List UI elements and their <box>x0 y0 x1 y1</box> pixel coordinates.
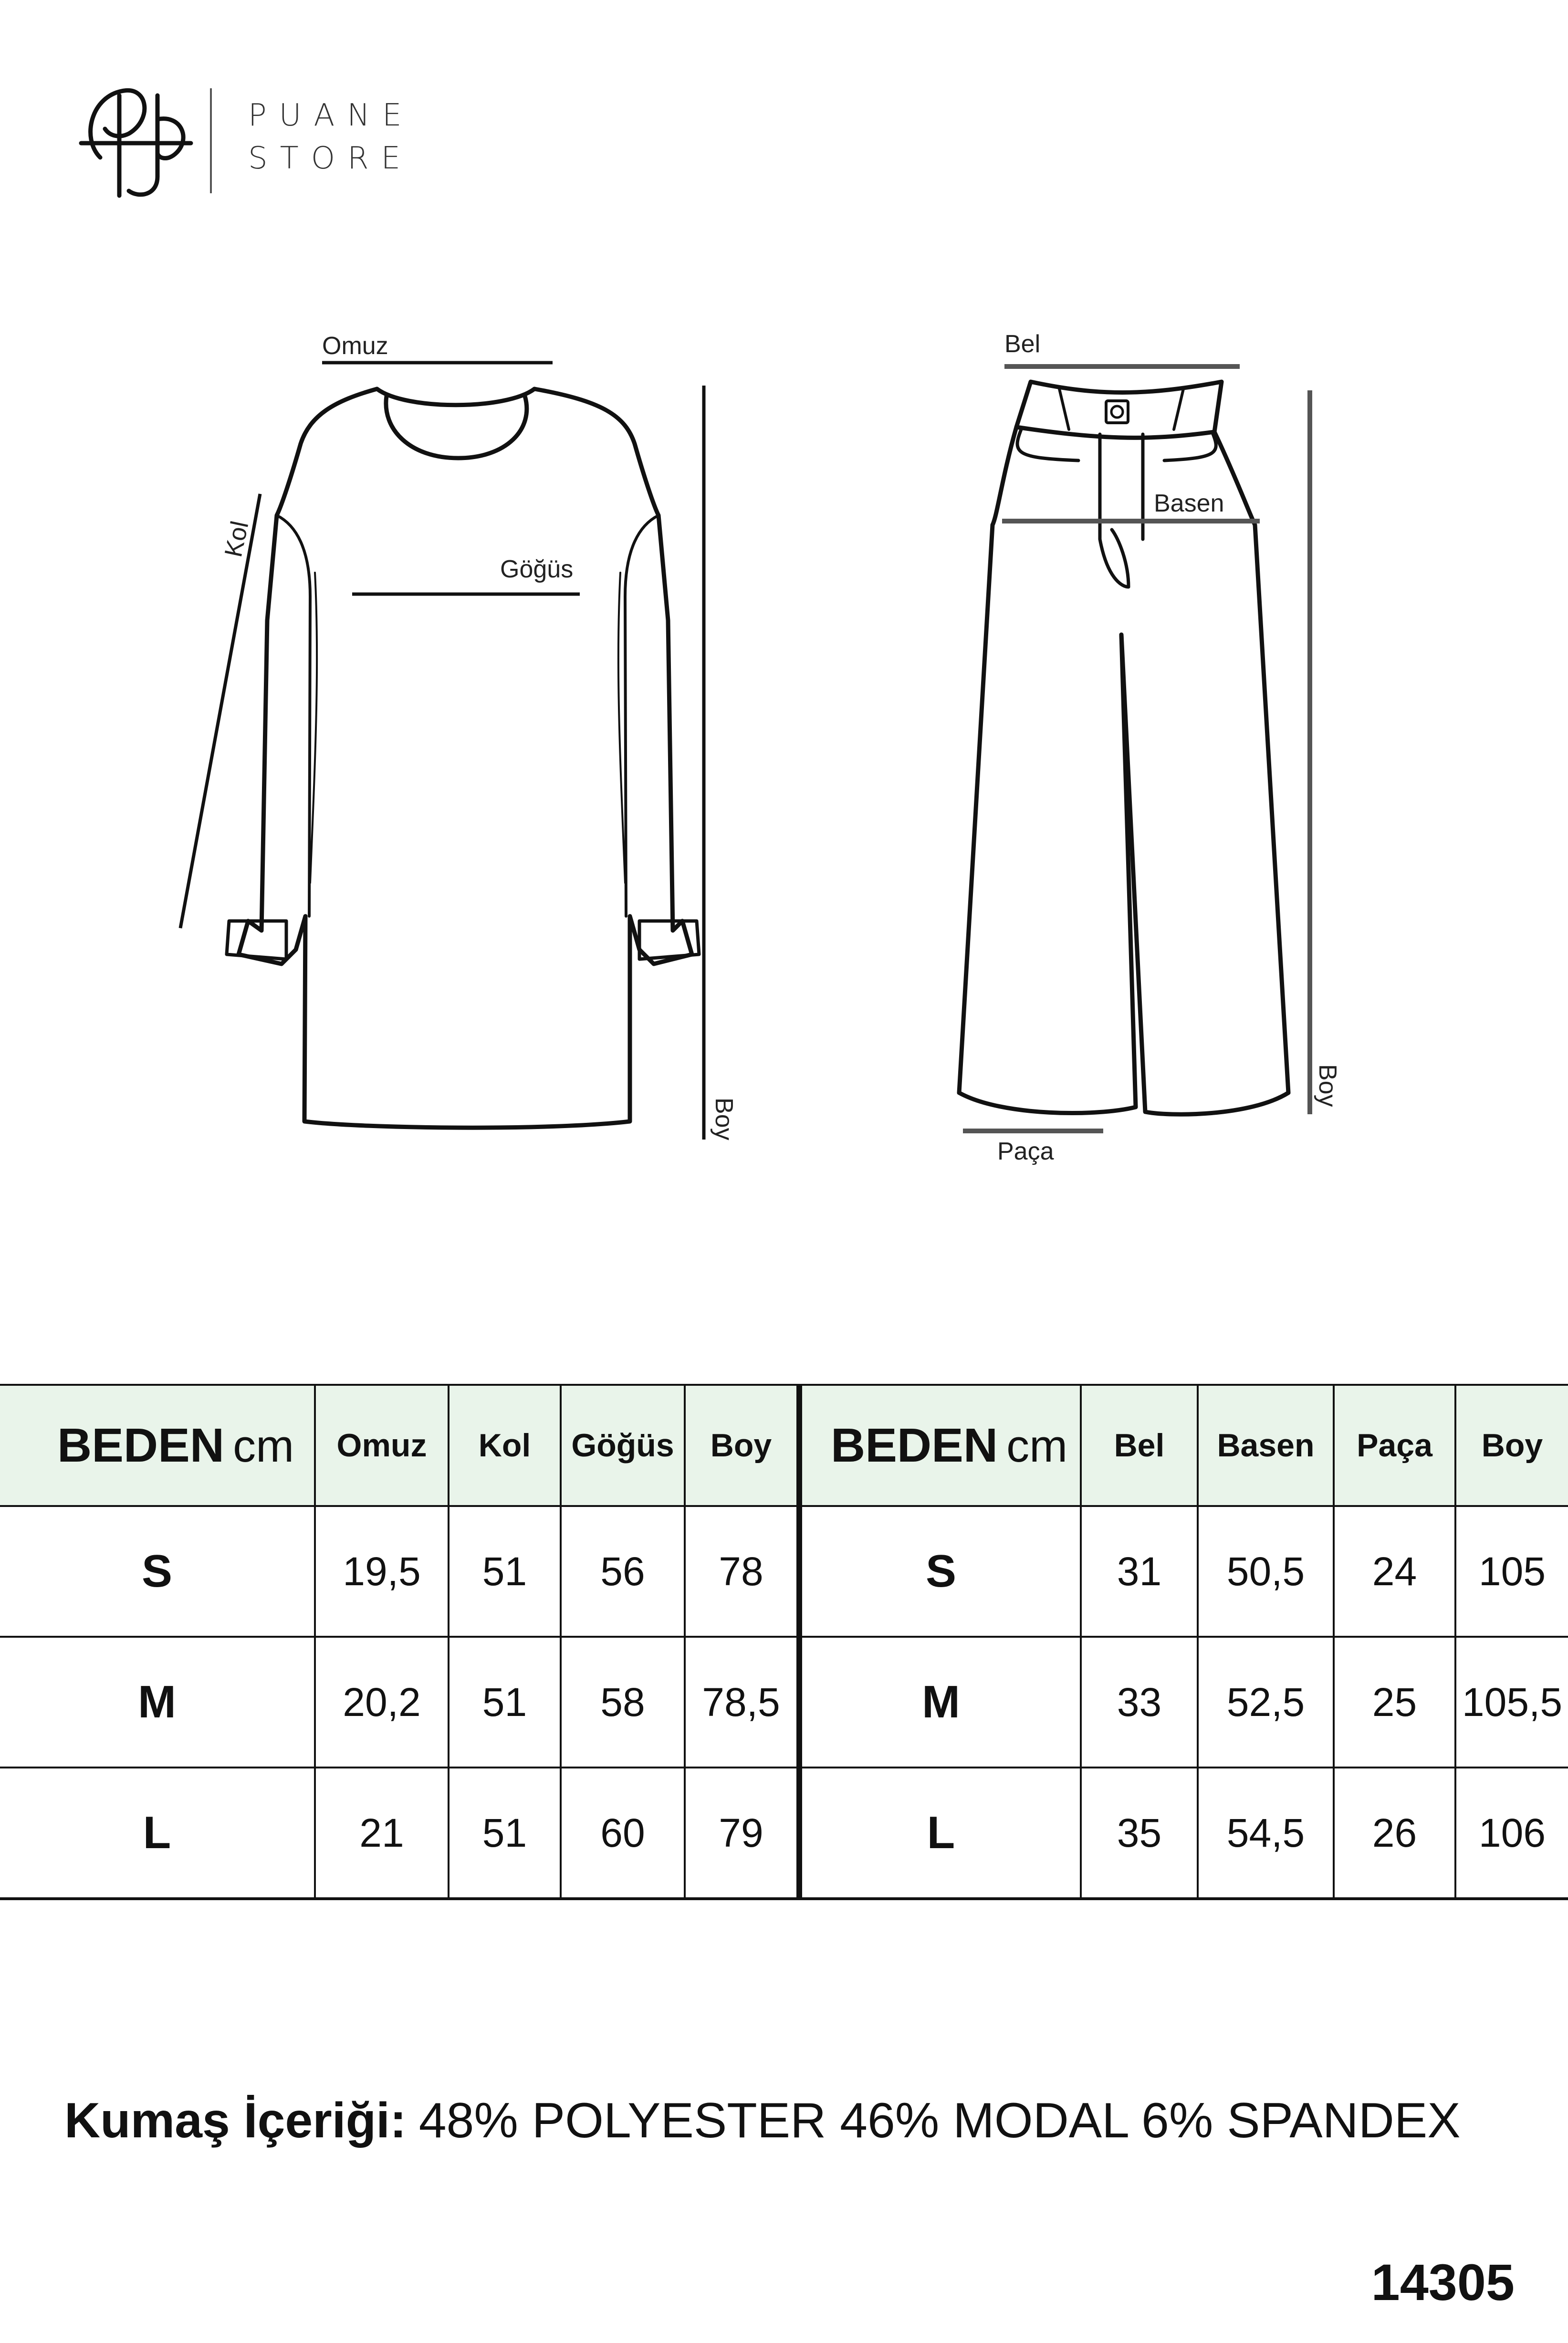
pants-col-header: Basen <box>1198 1385 1334 1506</box>
table-cell: 24 <box>1334 1506 1455 1637</box>
table-cell: 78 <box>685 1506 799 1637</box>
fabric-content <box>64 2092 1461 2149</box>
table-row <box>0 1637 1568 1768</box>
size-chart-header-row <box>0 1385 1568 1506</box>
pants-size-cell: S <box>799 1506 1081 1637</box>
top-size-cell: M <box>0 1637 315 1768</box>
table-cell: 105,5 <box>1455 1637 1568 1768</box>
top-length-label: Boy <box>710 1098 738 1140</box>
pants-length-label: Boy <box>1314 1064 1341 1107</box>
table-cell: 56 <box>561 1506 685 1637</box>
pants-measure-lines <box>963 366 1310 1131</box>
top-col-header: Boy <box>685 1385 799 1506</box>
table-cell: 33 <box>1081 1637 1198 1768</box>
top-col-header: Göğüs <box>561 1385 685 1506</box>
top-garment-drawing <box>227 389 699 1128</box>
table-cell: 31 <box>1081 1506 1198 1637</box>
top-size-cell: S <box>0 1506 315 1637</box>
hem-label: Paça <box>997 1138 1054 1165</box>
pants-drawing <box>959 382 1288 1114</box>
table-row <box>0 1506 1568 1637</box>
fabric-value: 48% POLYESTER 46% MODAL 6% SPANDEX <box>418 2093 1461 2148</box>
table-cell: 35 <box>1081 1768 1198 1899</box>
top-size-header: BEDEN cm <box>0 1385 315 1506</box>
table-cell: 106 <box>1455 1768 1568 1899</box>
top-col-header: Omuz <box>315 1385 449 1506</box>
table-cell: 51 <box>449 1506 561 1637</box>
pants-size-cell: L <box>799 1768 1081 1899</box>
table-cell: 20,2 <box>315 1637 449 1768</box>
pants-size-cell: M <box>799 1637 1081 1768</box>
table-cell: 52,5 <box>1198 1637 1334 1768</box>
fabric-label: Kumaş İçeriği: <box>64 2093 407 2148</box>
table-cell: 50,5 <box>1198 1506 1334 1637</box>
table-cell: 78,5 <box>685 1637 799 1768</box>
table-cell: 51 <box>449 1637 561 1768</box>
sleeve-label: Kol <box>220 518 254 560</box>
shoulder-label: Omuz <box>322 332 388 360</box>
sleeve-measure-line <box>180 494 260 928</box>
table-cell: 58 <box>561 1637 685 1768</box>
pants-col-header: Bel <box>1081 1385 1198 1506</box>
pants-button <box>1106 401 1128 423</box>
table-cell: 19,5 <box>315 1506 449 1637</box>
table-cell: 79 <box>685 1768 799 1899</box>
hip-label: Basen <box>1154 490 1224 517</box>
pants-col-header: Boy <box>1455 1385 1568 1506</box>
table-cell: 105 <box>1455 1506 1568 1637</box>
brand-name-line2: STORE <box>248 141 413 176</box>
table-cell: 51 <box>449 1768 561 1899</box>
chest-label: Göğüs <box>500 555 574 583</box>
brand-name-line1: PUANE <box>248 98 414 133</box>
table-cell: 54,5 <box>1198 1768 1334 1899</box>
top-size-cell: L <box>0 1768 315 1899</box>
pants-col-header: Paça <box>1334 1385 1455 1506</box>
table-cell: 60 <box>561 1768 685 1899</box>
waist-label: Bel <box>1004 330 1041 358</box>
product-code: 14305 <box>1371 2253 1515 2311</box>
top-col-header: Kol <box>449 1385 561 1506</box>
pants-size-header: BEDEN cm <box>799 1385 1081 1506</box>
table-row <box>0 1768 1568 1899</box>
table-cell: 25 <box>1334 1637 1455 1768</box>
table-cell: 21 <box>315 1768 449 1899</box>
size-chart-table <box>0 1384 1568 1900</box>
table-cell: 26 <box>1334 1768 1455 1899</box>
